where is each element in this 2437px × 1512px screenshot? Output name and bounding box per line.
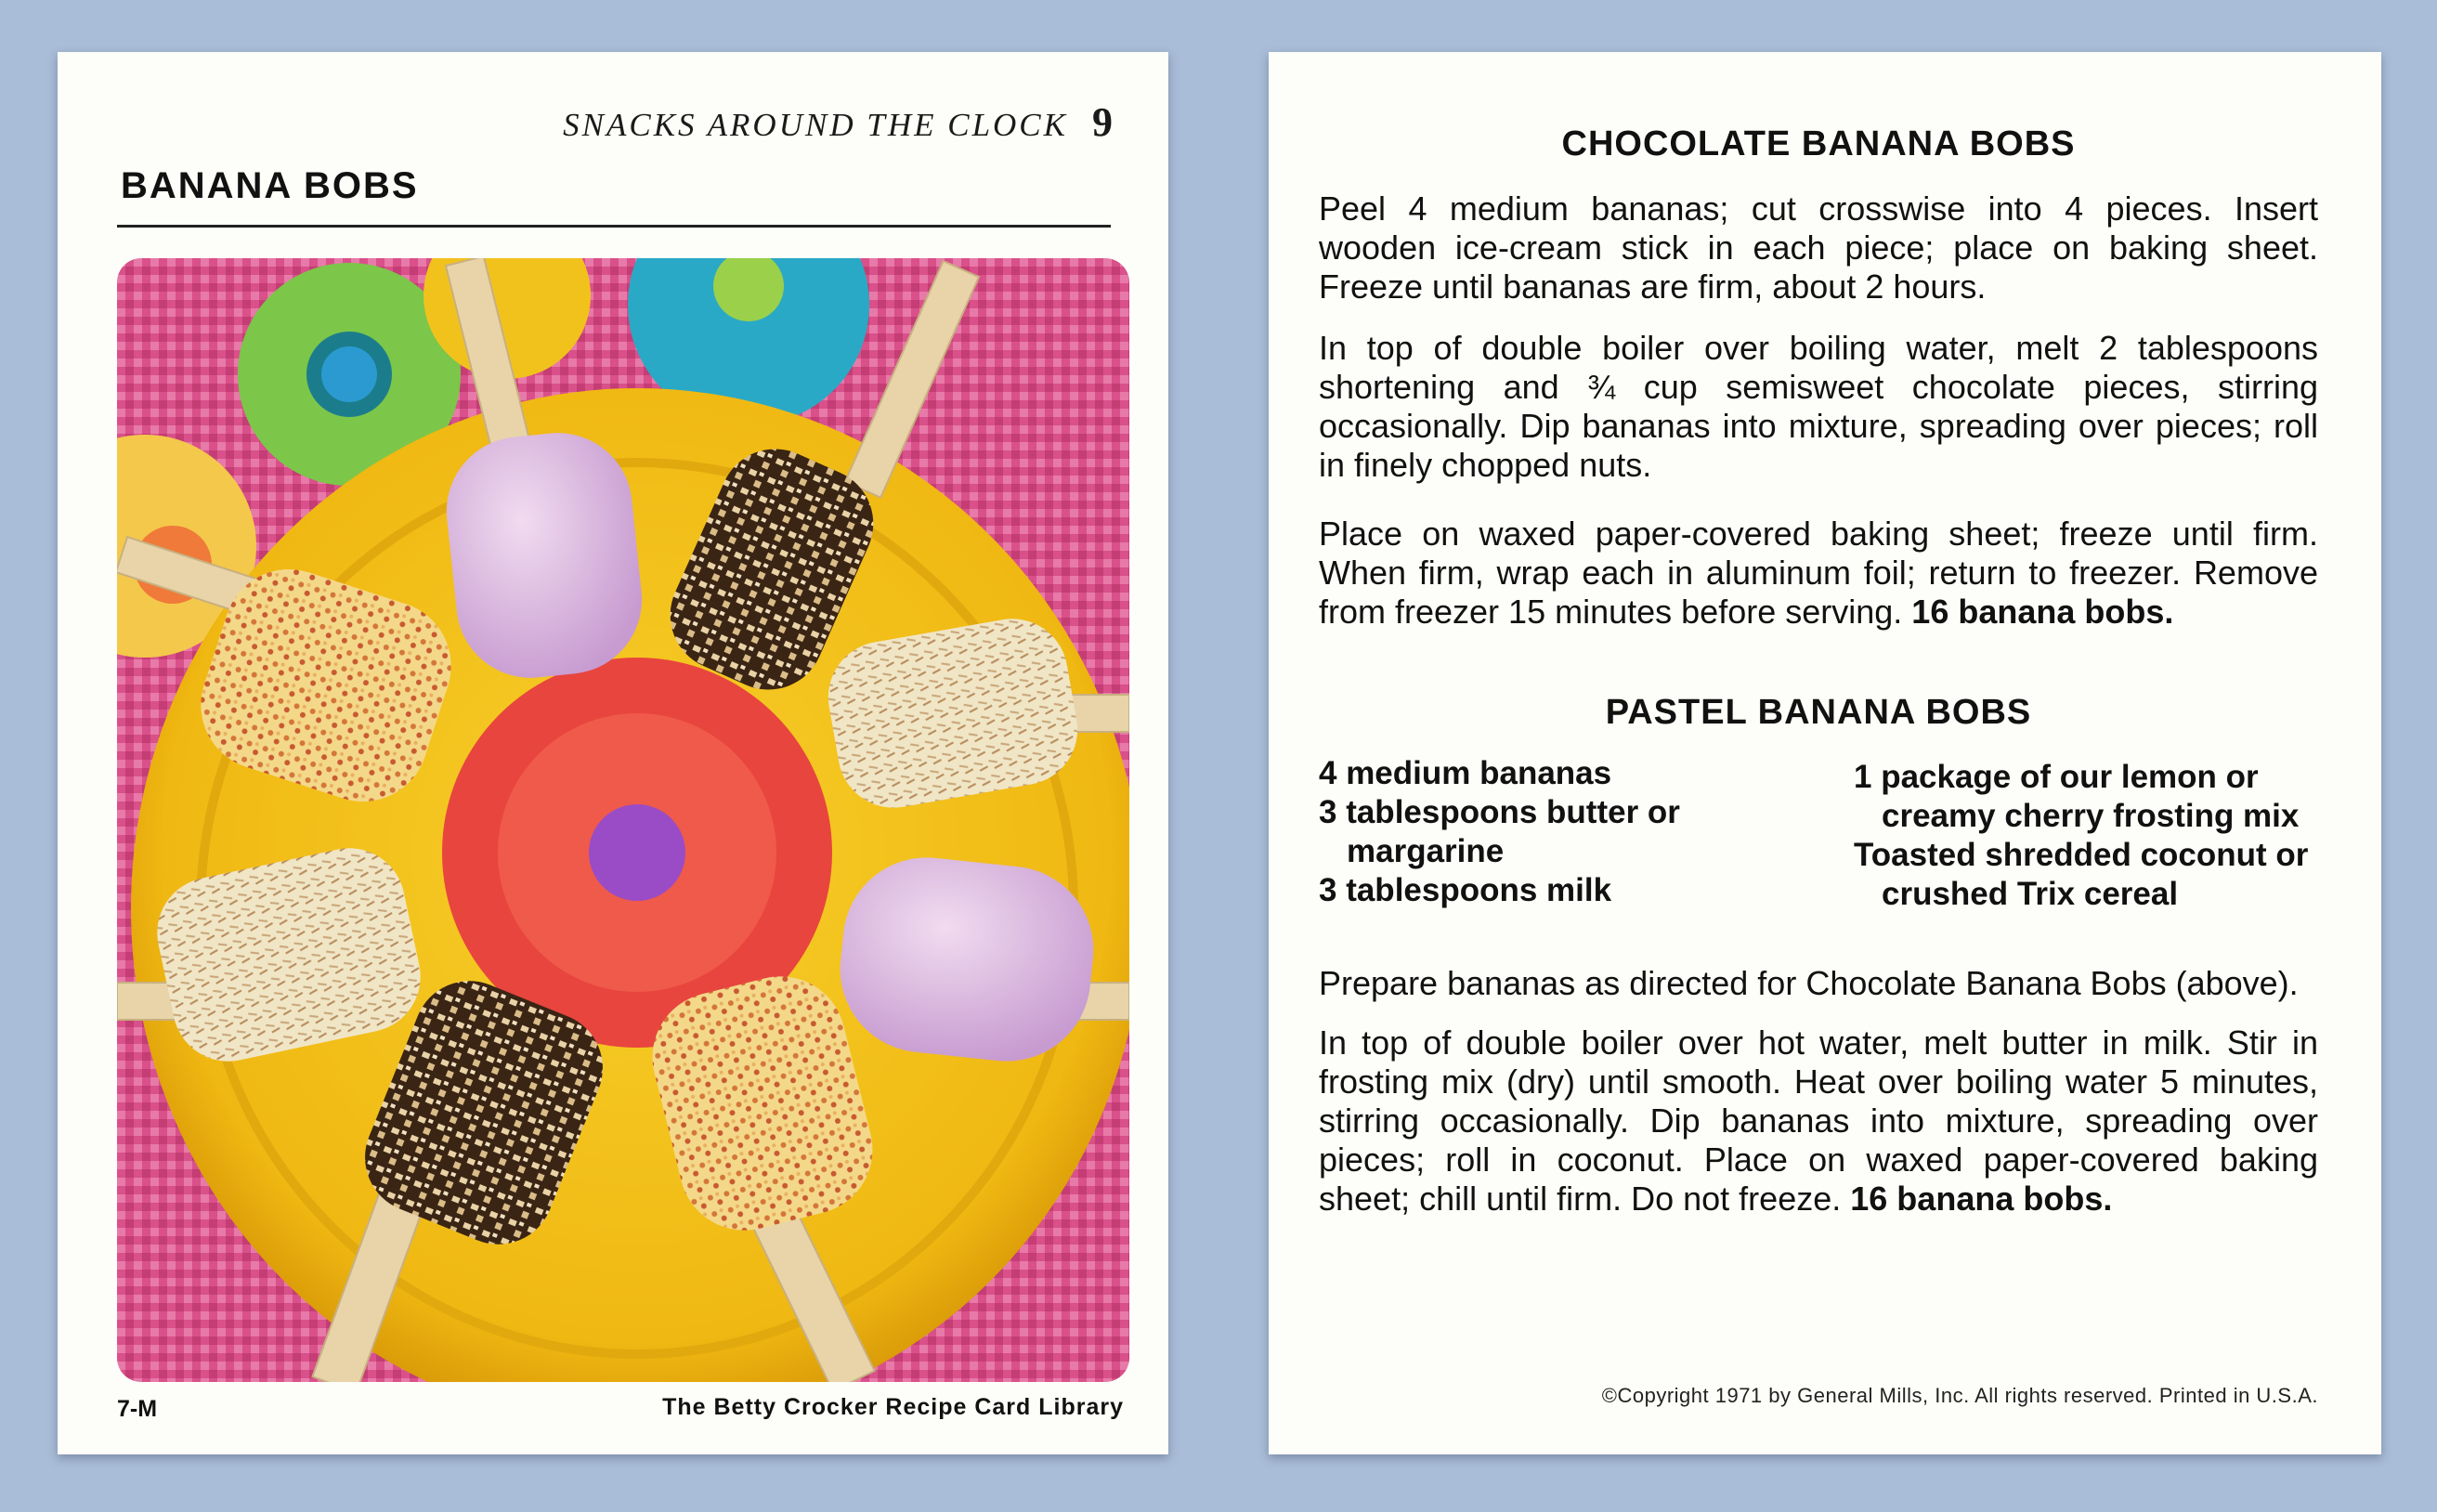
chocolate-step-1: Peel 4 medium bananas; cut crosswise into 4 pieces. Insert wooden ice-cream stick in each piece; place on baking sheet. Freeze until bananas are firm, about 2 hours. — [1319, 189, 2318, 306]
recipe-card-front — [58, 52, 1168, 1454]
pastel-step-2 — [1319, 1023, 2318, 1219]
series-number: 9 — [1092, 99, 1113, 145]
ingredient-item: Toasted shredded coconut or crushed Trix cereal — [1854, 837, 2309, 912]
pastel-recipe-title: PASTEL BANANA BOBS — [1605, 693, 2032, 732]
series-heading — [563, 98, 1113, 146]
pastel-step-1: Prepare bananas as directed for Chocolate Banana Bobs (above). — [1319, 964, 2299, 1002]
chocolate-recipe-title: CHOCOLATE BANANA BOBS — [1561, 124, 2076, 163]
banana-bob-pink-1 — [439, 425, 649, 684]
chocolate-step-2: In top of double boiler over boiling water, melt 2 tablespoons shortening and ¾ cup semisweet chocolate pieces, stirring occasionally. Dip bananas into mixture, spreading over pieces; roll in finely chopped nuts. — [1319, 329, 2318, 484]
chocolate-step-3-text: Place on waxed paper-covered baking sheet; freeze until firm. When firm, wrap each in aluminum foil; return to freezer. Remove from freezer 15 minutes before serving. — [1319, 515, 2318, 631]
series-title: SNACKS AROUND THE CLOCK — [563, 107, 1068, 143]
recipe-photo — [117, 258, 1129, 1382]
pastel-yield: 16 banana bobs. — [1850, 1180, 2113, 1218]
copyright-notice: ©Copyright 1971 by General Mills, Inc. All rights reserved. Printed in U.S.A. — [1601, 1384, 2318, 1407]
ingredients-right — [1854, 758, 2337, 914]
ingredient-item: 4 medium bananas — [1319, 755, 1612, 791]
ingredients-left — [1319, 754, 1737, 910]
ingredient-item: 3 tablespoons milk — [1319, 872, 1612, 908]
ingredient-item: 1 package of our lemon or creamy cherry frosting mix — [1854, 759, 2300, 834]
library-credit: The Betty Crocker Recipe Card Library — [662, 1394, 1124, 1420]
ingredient-item: 3 tablespoons butter or margarine — [1319, 794, 1680, 869]
chocolate-yield: 16 banana bobs. — [1911, 593, 2174, 631]
chocolate-step-3 — [1319, 515, 2318, 632]
pastel-step-2-text: In top of double boiler over hot water, melt butter in milk. Stir in frosting mix (dry) until smooth. Heat over boiling water 5 minutes, stirring occasionally. Dip bananas into mixture, spreading over pieces; roll in coconut. Place on waxed paper-covered baking sheet; chill until firm. Do not freeze. — [1319, 1023, 2318, 1218]
title-divider — [117, 225, 1111, 228]
recipe-card-back — [1269, 52, 2381, 1454]
recipe-title: BANANA BOBS — [121, 165, 419, 206]
card-code: 7-M — [117, 1396, 158, 1422]
